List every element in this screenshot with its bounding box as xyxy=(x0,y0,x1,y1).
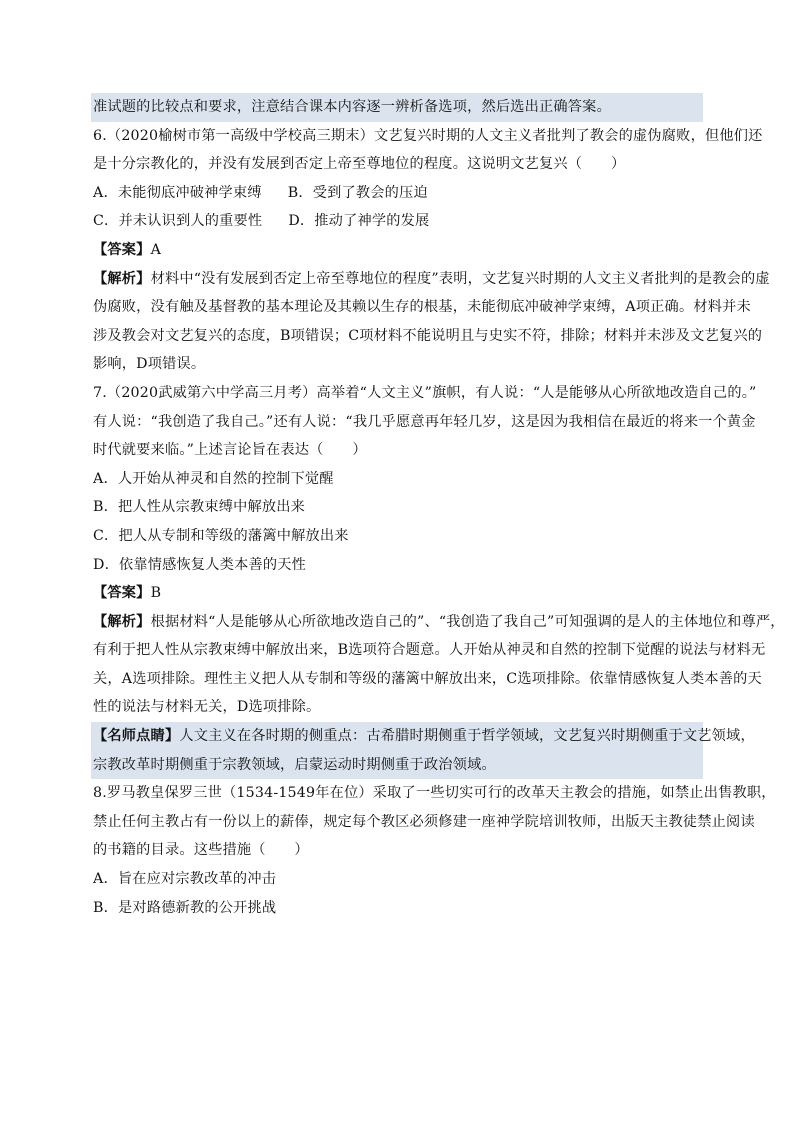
tip-line xyxy=(93,722,755,751)
question-8 xyxy=(93,779,776,922)
analysis-text: 材料中“没有发展到否定上帝至尊地位的程度”表明，文艺复兴时期的人文主义者批判的是教会的虚 xyxy=(150,270,770,287)
option-c: C．把人从专制和等级的藩篱中解放出来 xyxy=(93,527,349,544)
option-a: A．人开始从神灵和自然的控制下觉醒 xyxy=(93,470,334,487)
answer-tag: 【答案】 xyxy=(93,585,151,602)
tip-tag: 【名师点睛】 xyxy=(93,728,180,745)
question-stem-line: 禁止任何主教占有一份以上的薪俸，规定每个教区必须修建一座神学院培训牧师，出版天主教徒禁止阅读 xyxy=(93,813,755,830)
question-stem-line: 7.（2020武威第六中学高三月考）高举着“人文主义”旗帜，有人说：“人是能够从心所欲地改造自己的。” xyxy=(93,384,757,401)
question-stem-line: 的书籍的目录。这些措施（ ） xyxy=(93,842,309,859)
tip-continuation-line: 准试题的比较点和要求，注意结合课本内容逐一辨析备选项，然后选出正确答案。 xyxy=(93,99,611,115)
analysis-line xyxy=(93,608,785,637)
analysis-tag: 【解析】 xyxy=(93,270,151,287)
option-a: A．未能彻底冲破神学束缚 xyxy=(93,184,262,201)
question-stem-line: 8.罗马教皇保罗三世（1534-1549年在位）采取了一些切实可行的改革天主教会的措施，如禁止出售教职， xyxy=(93,785,776,802)
analysis-tag: 【解析】 xyxy=(93,613,151,630)
option-c: C．并未认识到人的重要性 xyxy=(93,213,263,230)
analysis-line: 伪腐败，没有触及基督教的基本理论及其赖以生存的根基，未能彻底冲破神学束缚，A项正确。材料并未 xyxy=(93,299,751,316)
option-row xyxy=(93,179,701,208)
answer-line xyxy=(93,236,701,265)
option-d: D．推动了神学的发展 xyxy=(288,213,430,230)
question-7 xyxy=(93,379,785,779)
teacher-tip-box xyxy=(91,722,755,779)
analysis-line: 涉及教会对文艺复兴的态度，B项错误；C项材料不能说明且与史实不符，排除；材料并未涉及文艺复兴的 xyxy=(93,327,763,344)
option-b: B．是对路德新教的公开挑战 xyxy=(93,899,277,916)
page-content xyxy=(93,93,785,922)
question-6 xyxy=(93,122,770,379)
analysis-line: 关，A选项排除。理性主义把人从专制和等级的藩篱中解放出来，C选项排除。依靠情感恢复人类本善的天 xyxy=(93,670,762,687)
question-stem-line: 6.（2020榆树市第一高级中学校高三期末）文艺复兴时期的人文主义者批判了教会的虚伪腐败，但他们还 xyxy=(93,127,763,144)
analysis-line: 性的说法与材料无关，D选项排除。 xyxy=(93,699,321,716)
question-stem-line: 是十分宗教化的，并没有发展到否定上帝至尊地位的程度。这说明文艺复兴（ ） xyxy=(93,156,626,173)
answer-value: A xyxy=(150,241,162,258)
option-a: A．旨在应对宗教改革的冲击 xyxy=(93,871,277,888)
analysis-line: 有利于把人性从宗教束缚中解放出来，B选项符合题意。人开始从神灵和自然的控制下觉醒的说法与材料无 xyxy=(93,642,766,659)
question-stem-line: 时代就要来临。”上述言论旨在表达（ ） xyxy=(93,442,367,459)
option-row xyxy=(93,207,701,236)
option-b: B．受到了教会的压迫 xyxy=(287,184,428,201)
tip-line: 宗教改革时期侧重于宗教领域，启蒙运动时期侧重于政治领域。 xyxy=(93,756,496,773)
tip-box-continuation xyxy=(91,93,703,122)
tip-text: 人文主义在各时期的侧重点：古希腊时期侧重于哲学领域，文艺复兴时期侧重于文艺领域， xyxy=(179,728,755,745)
question-stem-line: 有人说：“我创造了我自己。”还有人说：“我几乎愿意再年轻几岁，这是因为我相信在最近的将来一个黄金 xyxy=(93,413,756,430)
answer-value: B xyxy=(150,585,162,602)
analysis-line xyxy=(93,265,770,294)
analysis-text: 根据材料“人是能够从心所欲地改造自己的”、“我创造了我自己”可知强调的是人的主体地位和尊严， xyxy=(150,613,785,630)
analysis-line: 影响，D项错误。 xyxy=(93,356,206,373)
option-d: D．依靠情感恢复人类本善的天性 xyxy=(93,556,307,573)
option-b: B．把人性从宗教束缚中解放出来 xyxy=(93,499,306,516)
answer-tag: 【答案】 xyxy=(93,241,151,258)
answer-line xyxy=(93,579,701,608)
